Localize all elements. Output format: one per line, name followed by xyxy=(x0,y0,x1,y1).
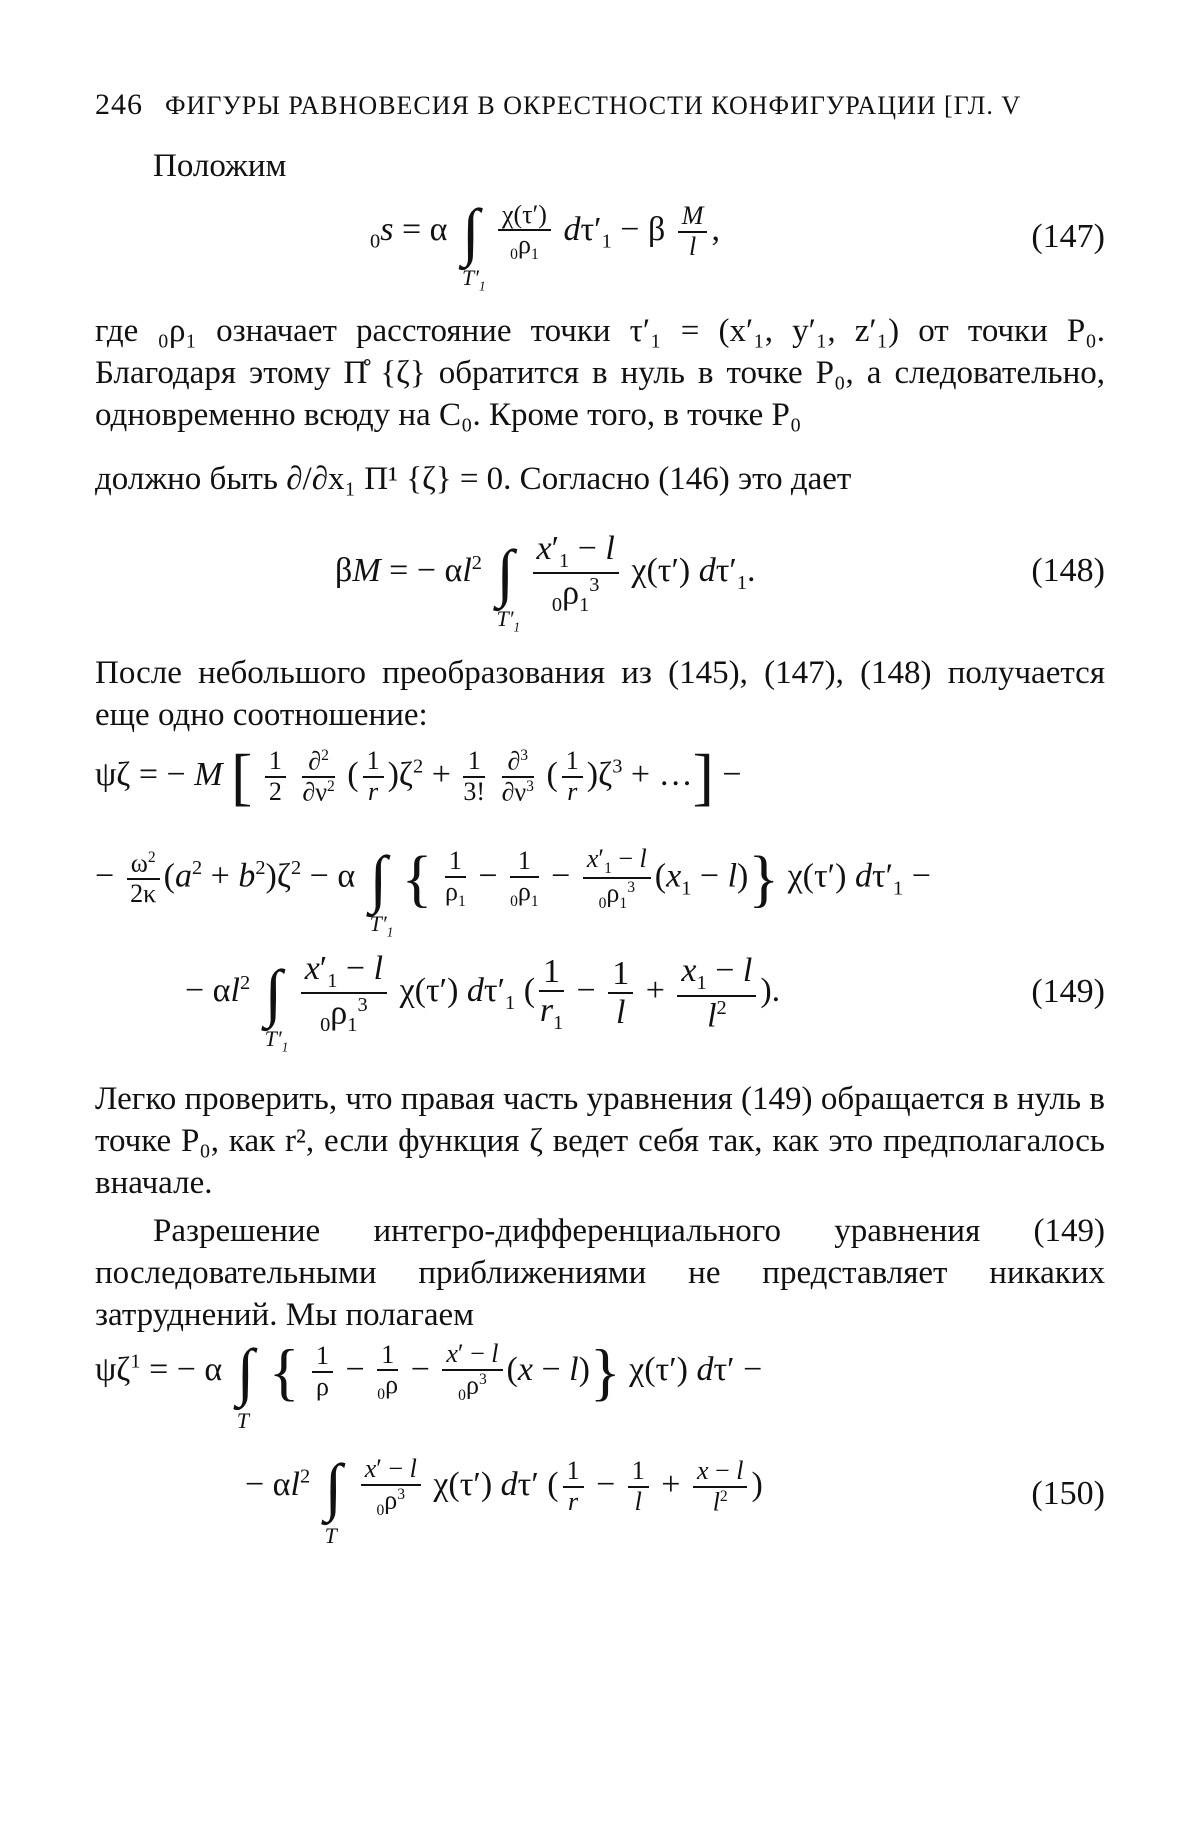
equation-150-line-2: − $\alpha l^2$ ∫ T $\frac{x' - l}{_0\rho^3}$ χ(τ′) dτ′ ( $\frac{1}{r}$ − $\frac{1}{l}$ + $\frac{x - l}{l^2}$ ) xyxy=(245,1451,763,1548)
equation-149-line-2: − $\frac{\omega^2}{2\kappa}$ $(a^2 + b^2)\zeta^2 - \alpha$ ∫ $T'_1$ { $\frac{1}{\rho_1}$ − $\frac{1}{_0\rho_1}$ − $\frac{x'_1 - l}{_0\rho_1^3}$ $(x_1 - l)$} χ(τ′) $d\tau'_1$ − xyxy=(95,842,931,940)
paragraph-2: где ₀ρ₁ означает расстояние точки τ′₁ = (x′₁, y′₁, z′₁) от точки P₀. Благодаря этому Π̊ {ζ} обратится в нуль в точке P₀, а следовательно, одновременно всюду на C₀. Кроме того, в точке P₀ xyxy=(95,313,1105,433)
paragraph-6: Разрешение интегро-дифференциального уравнения (149) последовательными приближениями не представляет никаких затруднений. Мы полагаем xyxy=(95,1213,1105,1333)
equation-149 xyxy=(95,741,1105,1055)
equation-150-number: (150) xyxy=(1031,1475,1105,1512)
paragraph-5: Легко проверить, что правая часть уравнения (149) обращается в нуль в точке P₀, как r², если функция ζ ведет себя так, как это предполагалось вначале. xyxy=(95,1081,1105,1201)
equation-150 xyxy=(95,1336,1105,1580)
equation-147 xyxy=(95,196,1105,293)
equation-148-number: (148) xyxy=(1031,552,1105,589)
equation-148-body: βM = − $\alpha l^2$ ∫ $T'_1$ $\frac{x'_1 - l}{_0\rho_1^3}$ χ(τ′) $d\tau'_1$. xyxy=(335,530,756,635)
page-number: 246 xyxy=(95,88,143,121)
equation-150-line-1: $\psi\zeta^1$ = − α ∫ T { $\frac{1}{\rho}$ − $\frac{1}{_0\rho}$ − $\frac{x' - l}{_0\rho^3}$ (x − l)} χ(τ′) dτ′ − xyxy=(95,1336,763,1433)
equation-149-line-1: ψζ = − M [ $\frac{1}{2}$ $\frac{\partial^2}{\partial\nu^2}$ ( $\frac{1}{r}$ )$\zeta^2$ + $\frac{1}{3!}$ $\frac{\partial^3}{\partial\nu^3}$ ( $\frac{1}{r}$ )$\zeta^3$ + …] − xyxy=(95,741,742,812)
equation-148 xyxy=(95,530,1105,635)
equation-147-body: $_0$s = α ∫ $T'_1$ $\frac{\chi(\tau')}{_0\rho_1}$ $d\tau'_1 - \beta$ $\frac{M}{l}$ , xyxy=(370,196,720,293)
running-header xyxy=(95,88,1105,122)
equation-147-number: (147) xyxy=(1031,218,1105,255)
chapter-title: ФИГУРЫ РАВНОВЕСИЯ В ОКРЕСТНОСТИ КОНФИГУРАЦИИ [ГЛ. V xyxy=(165,91,1022,120)
paragraph-1: Положим xyxy=(153,148,287,184)
equation-149-line-3: − $\alpha l^2$ ∫ $T'_1$ $\frac{x'_1 - l}{_0\rho_1^3}$ χ(τ′) $d\tau'_1$ ( $\frac{1}{r_1}$ − $\frac{1}{l}$ + $\frac{x_1 - l}{l^2}$ ). xyxy=(185,950,781,1055)
paragraph-4: После небольшого преобразования из (145), (147), (148) получается еще одно соотношение: xyxy=(95,655,1105,733)
paragraph-3: должно быть ∂/∂x₁ Π¹ {ζ} = 0. Согласно (146) это дает xyxy=(95,461,852,497)
equation-149-number: (149) xyxy=(1031,973,1105,1010)
